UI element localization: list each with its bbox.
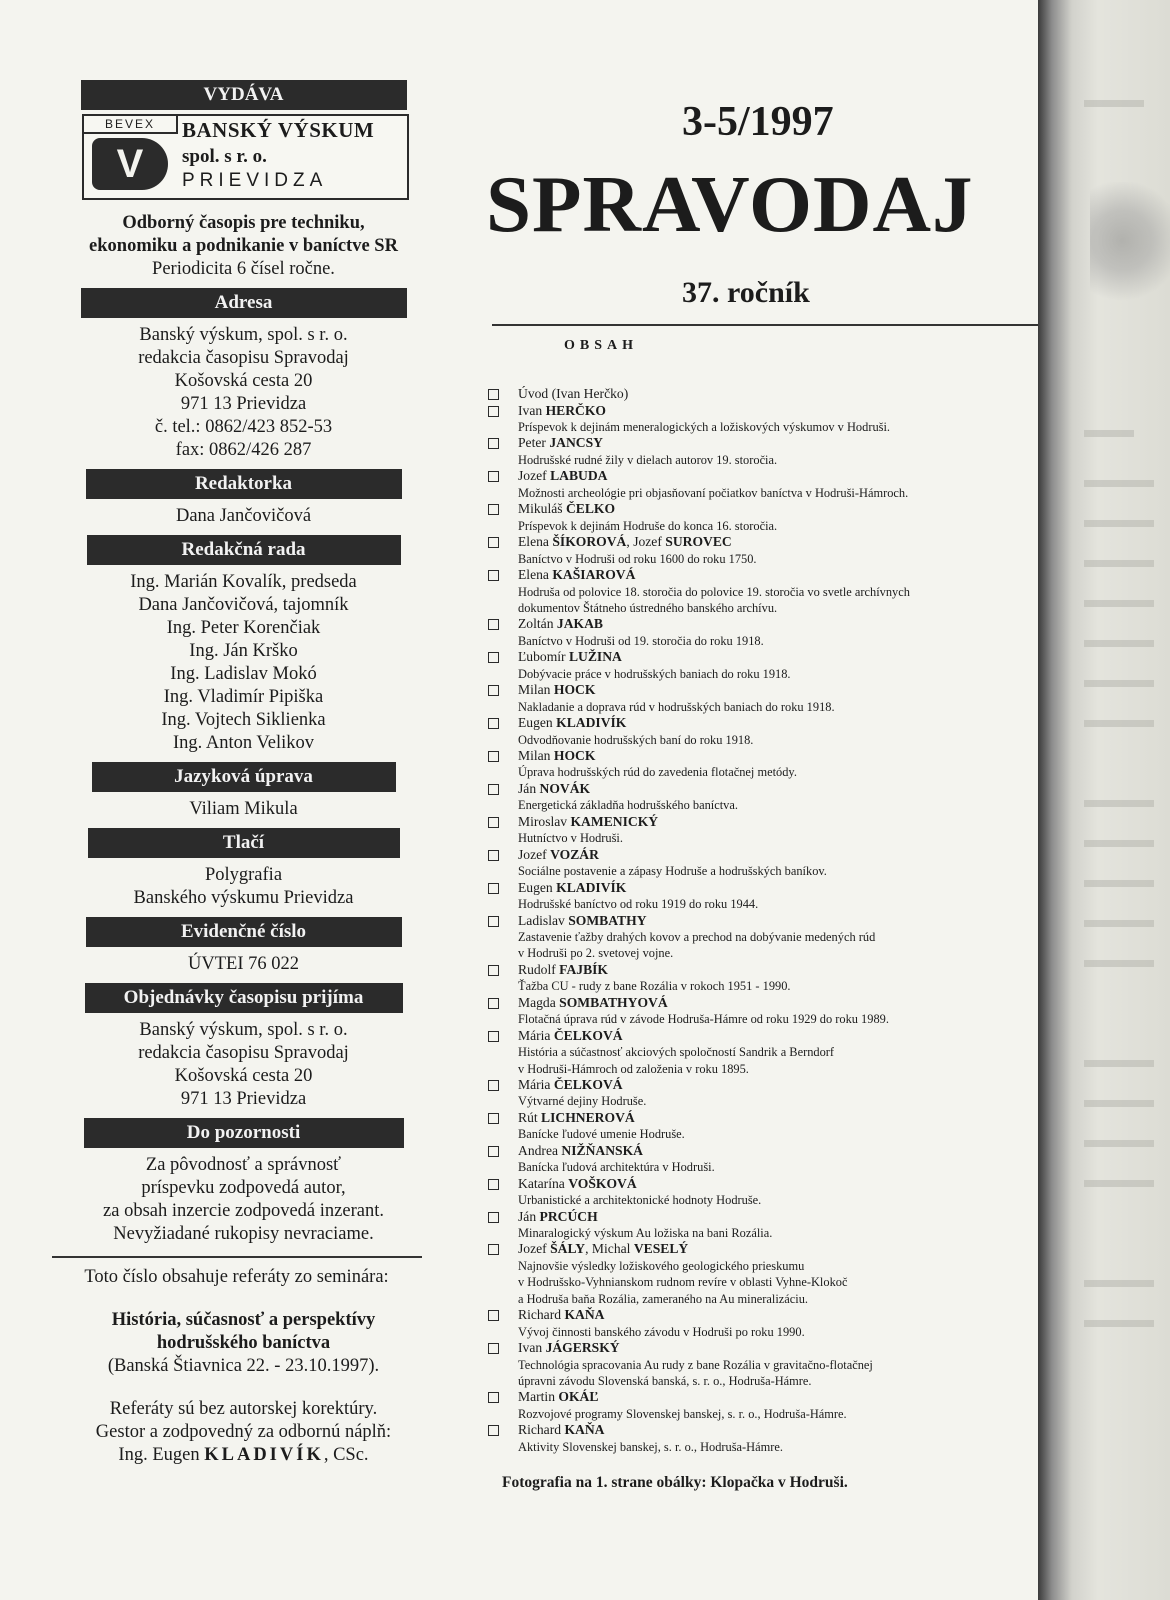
- author-surname: KAMENICKÝ: [570, 813, 659, 829]
- toc-entry: [492, 567, 1040, 616]
- author-surname: JÁGERSKÝ: [545, 1340, 620, 1356]
- divider-line: [492, 324, 1040, 326]
- toc-title: Možnosti archeológie pri objasňovaní počiatkov baníctva v Hodruši-Hámroch.: [518, 485, 909, 500]
- toc-title: Nakladanie a doprava rúd v hodrušských baniach do roku 1918.: [518, 699, 835, 714]
- logo-mark-icon: V: [92, 138, 168, 190]
- logo-line2: spol. s r. o.: [182, 146, 267, 167]
- checkbox-icon: [488, 817, 499, 828]
- author-surname: KAŠIAROVÁ: [552, 567, 636, 583]
- author-surname: KAŇA: [564, 1422, 605, 1438]
- section-line: fax: 0862/426 287: [175, 440, 312, 460]
- toc-author: [518, 1340, 1040, 1357]
- section-line: príspevku zodpovedá autor,: [141, 1178, 346, 1198]
- toc-author: [518, 386, 1040, 403]
- toc-entry: [492, 781, 1040, 814]
- author-surname: KLADIVÍK: [556, 879, 627, 895]
- author-surname: PRCÚCH: [539, 1208, 598, 1224]
- toc-author: [518, 682, 1040, 699]
- section-heading: Tlačí: [88, 828, 400, 858]
- author-first: Zoltán: [518, 616, 557, 632]
- section-line: Košovská cesta 20: [174, 1066, 313, 1086]
- seminar-block: [66, 1266, 421, 1467]
- section-heading: Objednávky časopisu prijíma: [85, 983, 403, 1013]
- author-surname: SOMBATHY: [568, 912, 647, 928]
- author-surname: ŠÍKOROVÁ: [552, 534, 627, 550]
- section-line: Za pôvodnosť a správnosť: [145, 1155, 342, 1175]
- toc-title: v Hodruši po 2. svetovej vojne.: [518, 946, 674, 961]
- section-line: Viliam Mikula: [189, 799, 298, 819]
- checkbox-icon: [488, 1212, 499, 1223]
- toc-author: [518, 1389, 1040, 1406]
- toc-title: Zastavenie ťažby drahých kovov a prechod na dobývanie medených rúd: [518, 930, 876, 944]
- table-of-contents: [492, 386, 1040, 1455]
- author-surname: NOVÁK: [539, 780, 591, 796]
- toc-author: [518, 468, 1040, 485]
- section-line: Ing. Anton Velikov: [173, 733, 314, 753]
- author-surname: VOZÁR: [550, 846, 599, 862]
- checkbox-icon: [488, 883, 499, 894]
- toc-title: Príspevok k dejinám meneralogických a ložiskových výskumov v Hodruši.: [518, 420, 890, 434]
- checkbox-icon: [488, 619, 499, 630]
- author-first: Ján: [518, 1208, 540, 1224]
- toc-author: [518, 715, 1040, 732]
- toc-title: Hutníctvo v Hodruši.: [518, 831, 623, 846]
- toc-entry: [492, 913, 1040, 962]
- checkbox-icon: [488, 1343, 499, 1354]
- section-line: Polygrafia: [204, 865, 283, 885]
- checkbox-icon: [488, 1113, 499, 1124]
- toc-entry: [492, 501, 1040, 534]
- toc-author: [518, 1110, 1040, 1127]
- toc-entry: [492, 715, 1040, 748]
- seminar-intro: Toto číslo obsahuje referáty zo seminára:: [84, 1267, 389, 1287]
- checkbox-icon: [488, 718, 499, 729]
- toc-author: [518, 1209, 1040, 1226]
- author-first: Ivan: [518, 1340, 546, 1356]
- author-first: Ladislav: [518, 912, 569, 928]
- author-first: Elena: [518, 534, 553, 550]
- publisher-logo: [82, 114, 409, 200]
- masthead-section: [66, 762, 421, 821]
- photo-caption: Fotografia na 1. strane obálky: Klopačka v Hodruši.: [502, 1474, 848, 1491]
- author-first: Ján: [518, 780, 540, 796]
- checkbox-icon: [488, 1244, 499, 1255]
- masthead-section: [66, 1118, 421, 1246]
- toc-title: úpravni závodu Slovenská banská, s. r. o., Hodruša-Hámre.: [518, 1374, 812, 1388]
- author-surname: OKÁĽ: [558, 1389, 599, 1405]
- masthead-section: [66, 917, 421, 976]
- checkbox-icon: [488, 471, 499, 482]
- author-first: Milan: [518, 747, 554, 763]
- author-first: Mikuláš: [518, 501, 566, 517]
- toc-author: [518, 995, 1040, 1012]
- issue-number: 3-5/1997: [682, 99, 834, 145]
- toc-entry: [492, 1241, 1040, 1307]
- author-first: Magda: [518, 994, 560, 1010]
- author-first: Martin: [518, 1389, 559, 1405]
- toc-entry: [492, 748, 1040, 781]
- seminar-note: Referáty sú bez autorskej korektúry.: [109, 1399, 378, 1419]
- checkbox-icon: [488, 652, 499, 663]
- toc-title: Hodrušské rudné žily v dielach autorov 19. storočia.: [518, 452, 778, 467]
- toc-entry: [492, 814, 1040, 847]
- checkbox-icon: [488, 1179, 499, 1190]
- toc-entry: [492, 534, 1040, 567]
- checkbox-icon: [488, 850, 499, 861]
- issue-volume: 37. ročník: [682, 276, 810, 309]
- masthead-sections: [66, 288, 421, 1246]
- toc-author: [518, 1077, 1040, 1094]
- toc-title: Príspevok k dejinám Hodruše do konca 16. storočia.: [518, 518, 778, 533]
- author-first: Ivan: [518, 402, 546, 418]
- author-surname: LABUDA: [550, 468, 608, 484]
- toc-entry: [492, 403, 1040, 436]
- section-line: Košovská cesta 20: [174, 371, 313, 391]
- author-surname: FAJBÍK: [559, 961, 609, 977]
- section-heading: Adresa: [81, 288, 407, 318]
- section-line: č. tel.: 0862/423 852-53: [154, 417, 333, 437]
- emblem-icon: [1090, 182, 1170, 312]
- checkbox-icon: [488, 1146, 499, 1157]
- author-first: Jozef: [518, 1241, 551, 1257]
- toc-author: [518, 781, 1040, 798]
- toc-entry: [492, 386, 1040, 403]
- author-first: Úvod (Ivan Herčko): [518, 386, 629, 401]
- toc-author: [518, 1241, 1040, 1258]
- toc-entry: [492, 1307, 1040, 1340]
- toc-entry: [492, 1389, 1040, 1422]
- section-line: Ing. Ján Krško: [189, 641, 298, 661]
- checkbox-icon: [488, 1031, 499, 1042]
- toc-title: Aktivity Slovenskej banskej, s. r. o., Hodruša-Hámre.: [518, 1439, 783, 1454]
- toc-title: Najnovšie výsledky ložiskového geologického prieskumu: [518, 1258, 805, 1273]
- toc-author: [518, 880, 1040, 897]
- toc-author: [518, 847, 1040, 864]
- section-line: Ing. Peter Korenčiak: [166, 618, 321, 638]
- toc-author: [518, 403, 1040, 420]
- author-first: Rút: [518, 1109, 542, 1125]
- logo-bevex-label: BEVEX: [84, 116, 178, 134]
- author-first: Mária: [518, 1027, 554, 1043]
- toc-title: v Hodruši-Hámroch od založenia v roku 1895.: [518, 1061, 749, 1076]
- author-first: Eugen: [518, 715, 557, 731]
- checkbox-icon: [488, 570, 499, 581]
- toc-author: [518, 1422, 1040, 1439]
- gestor-suffix: , CSc.: [323, 1445, 369, 1465]
- toc-title: História a súčastnosť akciových spoločností Sandrik a Berndorf: [518, 1045, 835, 1060]
- author-first: Peter: [518, 435, 550, 451]
- masthead-section: [66, 288, 421, 462]
- toc-entry: [492, 995, 1040, 1028]
- toc-title: Banícke ľudové umenie Hodruše.: [518, 1127, 685, 1142]
- section-heading: Do pozornosti: [84, 1118, 404, 1148]
- toc-title: Technológia spracovania Au rudy z bane Rozália v gravitačno-flotačnej: [518, 1357, 873, 1372]
- toc-author: [518, 962, 1040, 979]
- author-surname: HOCK: [553, 682, 596, 698]
- toc-title: Banícka ľudová architektúra v Hodruši.: [518, 1160, 715, 1175]
- seminar-title: hodrušského baníctva: [156, 1333, 331, 1353]
- author-first: Ľubomír: [518, 649, 569, 665]
- gestor-name: KLADIVÍK: [204, 1445, 324, 1465]
- seminar-gestor: [66, 1444, 421, 1467]
- checkbox-icon: [488, 1080, 499, 1091]
- toc-entry: [492, 847, 1040, 880]
- logo-line3: PRIEVIDZA: [182, 170, 328, 191]
- author-rest: , Michal VESELÝ: [585, 1241, 689, 1257]
- toc-title: Odvodňovanie hodrušských baní do roku 1918.: [518, 732, 754, 747]
- toc-title: Ťažba CU - rudy z bane Rozália v rokoch 1951 - 1990.: [518, 979, 791, 994]
- toc-title: v Hodrušsko-Vyhnianskom rudnom revíre v oblasti Vyhne-Klokoč: [518, 1275, 848, 1290]
- section-line: 971 13 Prievidza: [180, 1089, 307, 1109]
- toc-author: [518, 1028, 1040, 1045]
- checkbox-icon: [488, 998, 499, 1009]
- intro-block: [66, 212, 421, 281]
- author-surname: SOMBATHYOVÁ: [559, 994, 668, 1010]
- section-heading: Evidenčné číslo: [86, 917, 402, 947]
- toc-entry: [492, 1209, 1040, 1242]
- toc-title: dokumentov Štátneho ústredného banského archívu.: [518, 600, 778, 615]
- toc-entry: [492, 649, 1040, 682]
- toc-entry: [492, 1143, 1040, 1176]
- section-line: Dana Jančovičová, tajomník: [138, 595, 349, 615]
- toc-title: Sociálne postavenie a zápasy Hodruše a hodrušských baníkov.: [518, 864, 827, 879]
- checkbox-icon: [488, 965, 499, 976]
- section-line: Ing. Marián Kovalík, predseda: [130, 572, 357, 592]
- publisher-heading: VYDÁVA: [81, 80, 407, 110]
- divider-line: [52, 1256, 422, 1258]
- gestor-prefix: Ing. Eugen: [118, 1445, 205, 1465]
- section-line: redakcia časopisu Spravodaj: [138, 348, 349, 368]
- toc-title: Úprava hodrušských rúd do zavedenia flotačnej metódy.: [518, 765, 797, 780]
- toc-title: Hodruša od polovice 18. storočia do polovice 19. storočia vo svetle archívnych: [518, 584, 910, 599]
- section-heading: Jazyková úprava: [92, 762, 396, 792]
- author-first: Milan: [518, 682, 554, 698]
- author-first: Mária: [518, 1076, 554, 1092]
- author-surname: VOŠKOVÁ: [568, 1175, 637, 1191]
- section-line: ÚVTEI 76 022: [188, 954, 299, 974]
- toc-title: Flotačná úprava rúd v závode Hodruša-Hámre od roku 1929 do roku 1989.: [518, 1012, 889, 1027]
- checkbox-icon: [488, 537, 499, 548]
- checkbox-icon: [488, 1425, 499, 1436]
- toc-title: a Hodruša baňa Rozália, zameraného na Au mineralizáciu.: [518, 1291, 809, 1306]
- author-first: Richard: [518, 1307, 565, 1323]
- section-line: Ing. Vladimír Pipiška: [163, 687, 324, 707]
- section-line: Ing. Ladislav Mokó: [170, 664, 317, 684]
- checkbox-icon: [488, 406, 499, 417]
- checkbox-icon: [488, 751, 499, 762]
- section-line: za obsah inzercie zodpovedá inzerant.: [103, 1201, 384, 1221]
- author-first: Rudolf: [518, 961, 560, 977]
- author-surname: NIŽŇANSKÁ: [561, 1142, 643, 1158]
- checkbox-icon: [488, 1392, 499, 1403]
- author-first: Andrea: [518, 1142, 562, 1158]
- toc-author: [518, 501, 1040, 518]
- masthead-section: [66, 983, 421, 1111]
- toc-author: [518, 748, 1040, 765]
- masthead-column: [66, 80, 421, 1467]
- toc-entry: [492, 962, 1040, 995]
- toc-entry: [492, 435, 1040, 468]
- toc-entry: [492, 682, 1040, 715]
- toc-title: Energetická základňa hodrušského baníctva.: [518, 798, 738, 813]
- author-surname: ŠÁLY: [550, 1241, 586, 1257]
- author-surname: HOCK: [553, 747, 596, 763]
- toc-title: Hodrušské baníctvo od roku 1919 do roku 1944.: [518, 897, 759, 912]
- toc-author: [518, 814, 1040, 831]
- checkbox-icon: [488, 1310, 499, 1321]
- author-first: Jozef: [518, 846, 551, 862]
- checkbox-icon: [488, 916, 499, 927]
- logo-line1: BANSKÝ VÝSKUM: [182, 118, 375, 142]
- author-surname: ČELKOVÁ: [553, 1076, 623, 1092]
- toc-author: [518, 534, 1040, 551]
- toc-entry: [492, 880, 1040, 913]
- toc-entry: [492, 1422, 1040, 1455]
- toc-entry: [492, 1077, 1040, 1110]
- next-page-edge: [1038, 0, 1170, 1600]
- author-surname: KAŇA: [564, 1307, 605, 1323]
- toc-title: Baníctvo v Hodruši od roku 1600 do roku 1750.: [518, 551, 757, 566]
- author-surname: LICHNEROVÁ: [541, 1109, 635, 1125]
- toc-title: Urbanistické a architektonické hodnoty Hodruše.: [518, 1193, 762, 1208]
- section-line: Nevyžiadané rukopisy nevraciame.: [113, 1224, 374, 1244]
- toc-entry: [492, 468, 1040, 501]
- toc-title: Dobývacie práce v hodrušských baniach do roku 1918.: [518, 666, 791, 681]
- checkbox-icon: [488, 389, 499, 400]
- author-first: Richard: [518, 1422, 565, 1438]
- masthead-section: [66, 469, 421, 528]
- author-first: Miroslav: [518, 813, 571, 829]
- seminar-title: História, súčasnosť a perspektívy: [111, 1310, 376, 1330]
- author-rest: , Jozef SUROVEC: [626, 534, 732, 550]
- section-line: Ing. Vojtech Siklienka: [161, 710, 326, 730]
- author-surname: ČELKOVÁ: [553, 1027, 623, 1043]
- checkbox-icon: [488, 438, 499, 449]
- toc-entry: [492, 616, 1040, 649]
- toc-heading: OBSAH: [564, 338, 639, 353]
- seminar-place: (Banská Štiavnica 22. - 23.10.1997).: [107, 1356, 380, 1376]
- section-line: Dana Jančovičová: [175, 506, 312, 526]
- author-surname: LUŽINA: [568, 649, 622, 665]
- toc-title: Výtvarné dejiny Hodruše.: [518, 1094, 647, 1109]
- toc-author: [518, 913, 1040, 930]
- toc-entry: [492, 1028, 1040, 1077]
- toc-author: [518, 1176, 1040, 1193]
- author-surname: HERČKO: [545, 402, 606, 418]
- toc-title: Rozvojové programy Slovenskej banskej, s. r. o., Hodruša-Hámre.: [518, 1406, 847, 1421]
- section-line: Banského výskumu Prievidza: [133, 888, 354, 908]
- toc-author: [518, 616, 1040, 633]
- toc-title: Minaralogický výskum Au ložiska na bani Rozália.: [518, 1226, 773, 1241]
- masthead-section: [66, 828, 421, 910]
- intro-line: Odborný časopis pre techniku,: [122, 213, 365, 233]
- checkbox-icon: [488, 784, 499, 795]
- section-heading: Redakčná rada: [87, 535, 401, 565]
- section-line: redakcia časopisu Spravodaj: [138, 1043, 349, 1063]
- toc-entry: [492, 1110, 1040, 1143]
- section-line: Banský výskum, spol. s r. o.: [139, 325, 348, 345]
- toc-title: Vývoj činnosti banského závodu v Hodruši po roku 1990.: [518, 1324, 805, 1339]
- magazine-title: SPRAVODAJ: [486, 159, 974, 249]
- author-first: Katarína: [518, 1175, 569, 1191]
- toc-author: [518, 1307, 1040, 1324]
- section-line: Banský výskum, spol. s r. o.: [139, 1020, 348, 1040]
- author-first: Elena: [518, 567, 553, 583]
- toc-entry: [492, 1340, 1040, 1389]
- author-first: Eugen: [518, 879, 557, 895]
- toc-author: [518, 435, 1040, 452]
- masthead-section: [66, 535, 421, 755]
- checkbox-icon: [488, 504, 499, 515]
- intro-line: ekonomiku a podnikanie v baníctve SR: [89, 236, 398, 256]
- author-first: Jozef: [518, 468, 551, 484]
- toc-entry: [492, 1176, 1040, 1209]
- seminar-note: Gestor a zodpovedný za odbornú náplň:: [95, 1422, 392, 1442]
- section-heading: Redaktorka: [86, 469, 402, 499]
- toc-title: Baníctvo v Hodruši od 19. storočia do roku 1918.: [518, 633, 764, 648]
- toc-author: [518, 649, 1040, 666]
- section-line: 971 13 Prievidza: [180, 394, 307, 414]
- author-surname: JAKAB: [556, 616, 603, 632]
- intro-line: Periodicita 6 čísel ročne.: [152, 259, 335, 279]
- checkbox-icon: [488, 685, 499, 696]
- author-surname: ČELKO: [565, 501, 616, 517]
- toc-author: [518, 1143, 1040, 1160]
- author-surname: JANCSY: [549, 435, 603, 451]
- toc-author: [518, 567, 1040, 584]
- author-surname: KLADIVÍK: [556, 715, 627, 731]
